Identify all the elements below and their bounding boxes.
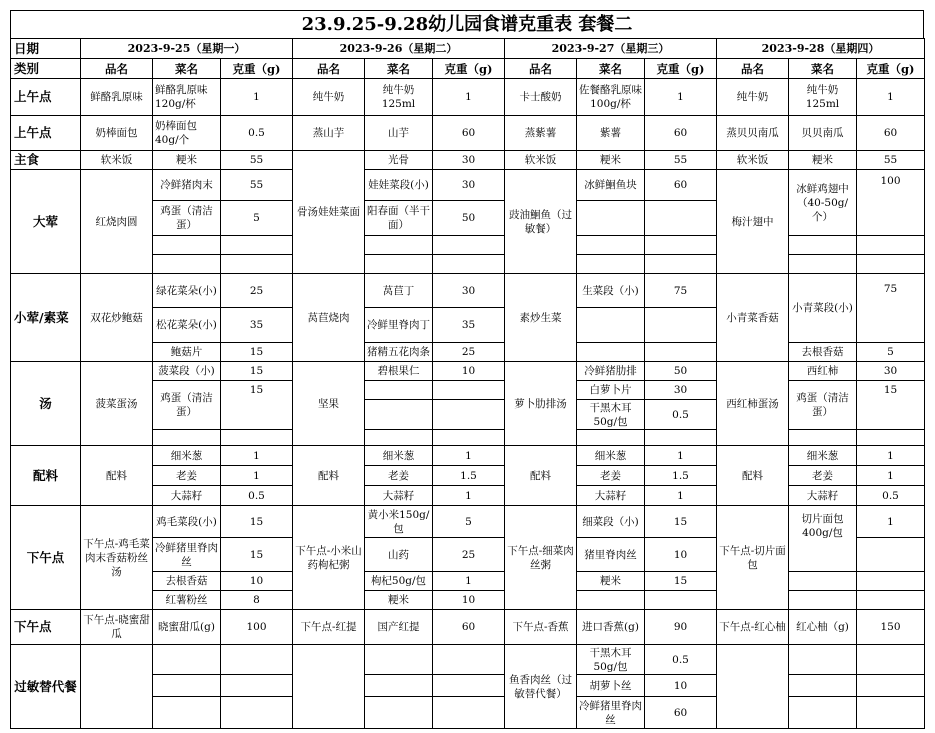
weight-value: 15 xyxy=(221,362,293,381)
weight-value: 50 xyxy=(645,362,717,381)
col-dish-name: 菜名 xyxy=(577,59,645,79)
category-cell: 上午点 xyxy=(11,116,81,151)
dish-name: 生菜段（小) xyxy=(577,274,645,308)
col-dish-name: 菜名 xyxy=(365,59,433,79)
item-name: 配料 xyxy=(81,446,153,506)
table-row xyxy=(11,506,925,538)
dish-name: 冰鲜鸡翅中（40-50g/个） xyxy=(789,170,857,236)
dish-name: 去根香菇 xyxy=(789,343,857,362)
weight-value: 15 xyxy=(221,343,293,362)
weight-value: 55 xyxy=(221,151,293,170)
category-cell: 过敏替代餐 xyxy=(11,645,81,729)
dish-name: 纯牛奶125ml xyxy=(789,79,857,116)
weight-value: 25 xyxy=(433,538,505,572)
dish-name: 冰鲜鮰鱼块 xyxy=(577,170,645,201)
dish-name: 白萝卜片 xyxy=(577,381,645,400)
weight-value: 5 xyxy=(857,343,925,362)
weight-value: 60 xyxy=(433,610,505,645)
weight-value: 15 xyxy=(221,538,293,572)
dish-name: 冷鲜猪里脊肉丝 xyxy=(153,538,221,572)
dish-name: 老姜 xyxy=(365,466,433,486)
item-name: 梅汁翅中 xyxy=(717,170,789,274)
page-title: 23.9.25-9.28幼儿园食谱克重表 套餐二 xyxy=(10,10,924,38)
col-weight: 克重（g) xyxy=(433,59,505,79)
dish-name: 黄小米150g/包 xyxy=(365,506,433,538)
item-name: 软米饭 xyxy=(717,151,789,170)
category-cell: 下午点 xyxy=(11,610,81,645)
date-row xyxy=(11,39,925,59)
col-item-name: 品名 xyxy=(293,59,365,79)
weight-value: 1 xyxy=(645,486,717,506)
col-item-name: 品名 xyxy=(717,59,789,79)
weight-value: 25 xyxy=(433,343,505,362)
dish-name: 猪精五花肉条 xyxy=(365,343,433,362)
weight-value: 60 xyxy=(857,116,925,151)
dish-name: 老姜 xyxy=(153,466,221,486)
weight-value: 0.5 xyxy=(645,645,717,675)
category-cell: 主食 xyxy=(11,151,81,170)
col-weight: 克重（g) xyxy=(857,59,925,79)
category-cell: 大荤 xyxy=(11,170,81,274)
dish-name: 细米葱 xyxy=(577,446,645,466)
weight-value: 1 xyxy=(857,79,925,116)
dish-name: 莴苣丁 xyxy=(365,274,433,308)
weight-value: 55 xyxy=(857,151,925,170)
dish-name: 切片面包400g/包 xyxy=(789,506,857,572)
weight-value: 5 xyxy=(221,201,293,236)
item-name: 下午点-切片面包 xyxy=(717,506,789,610)
weight-value: 10 xyxy=(433,591,505,610)
item-name: 下午点-小米山药枸杞粥 xyxy=(293,506,365,610)
item-name: 菠菜蛋汤 xyxy=(81,362,153,446)
dish-name: 贝贝南瓜 xyxy=(789,116,857,151)
dish-name: 碧根果仁 xyxy=(365,362,433,381)
weight-value: 55 xyxy=(221,170,293,201)
col-item-name: 品名 xyxy=(81,59,153,79)
weight-value: 0.5 xyxy=(221,116,293,151)
weight-value: 1 xyxy=(221,466,293,486)
item-name: 卡士酸奶 xyxy=(505,79,577,116)
weight-value: 1 xyxy=(857,506,925,538)
weight-value: 30 xyxy=(433,151,505,170)
dish-name: 细米葱 xyxy=(789,446,857,466)
dish-name: 粳米 xyxy=(577,151,645,170)
weight-value xyxy=(645,201,717,236)
item-name: 鲜酪乳原味 xyxy=(81,79,153,116)
col-dish-name: 菜名 xyxy=(153,59,221,79)
category-label: 类别 xyxy=(11,59,81,79)
weight-value: 1 xyxy=(221,446,293,466)
dish-name: 鲍菇片 xyxy=(153,343,221,362)
item-name: 小青菜香菇 xyxy=(717,274,789,362)
weight-value: 75 xyxy=(645,274,717,308)
dish-name: 鸡蛋（清洁蛋） xyxy=(789,381,857,430)
dish-name: 国产红提 xyxy=(365,610,433,645)
dish-name: 大蒜籽 xyxy=(153,486,221,506)
dish-name: 大蒜籽 xyxy=(577,486,645,506)
weight-value: 100 xyxy=(221,610,293,645)
dish-name: 细米葱 xyxy=(365,446,433,466)
weight-value: 30 xyxy=(433,274,505,308)
table-row xyxy=(11,610,925,645)
col-item-name: 品名 xyxy=(505,59,577,79)
item-name: 蒸贝贝南瓜 xyxy=(717,116,789,151)
dish-name: 粳米 xyxy=(365,591,433,610)
weight-value: 55 xyxy=(645,151,717,170)
category-cell: 配料 xyxy=(11,446,81,506)
weight-value: 35 xyxy=(433,308,505,343)
dish-name: 冷鲜猪肉末 xyxy=(153,170,221,201)
weight-value: 10 xyxy=(645,675,717,697)
weight-value: 30 xyxy=(645,381,717,400)
weight-value: 1 xyxy=(433,486,505,506)
dish-name: 冷鲜猪肋排 xyxy=(577,362,645,381)
item-name: 双花炒鲍菇 xyxy=(81,274,153,362)
dish-name: 胡萝卜丝 xyxy=(577,675,645,697)
col-weight: 克重（g) xyxy=(645,59,717,79)
dish-name: 娃娃菜段(小) xyxy=(365,170,433,201)
item-name: 骨汤娃娃菜面 xyxy=(293,151,365,274)
weight-value: 100 xyxy=(857,170,925,236)
item-name: 蒸山芋 xyxy=(293,116,365,151)
table-row xyxy=(11,170,925,201)
dish-name: 菠菜段（小) xyxy=(153,362,221,381)
weight-value: 8 xyxy=(221,591,293,610)
item-name: 奶棒面包 xyxy=(81,116,153,151)
weight-value: 60 xyxy=(433,116,505,151)
weight-value: 1 xyxy=(221,79,293,116)
item-name: 纯牛奶 xyxy=(293,79,365,116)
dish-name: 干黑木耳50g/包 xyxy=(577,645,645,675)
weight-value: 10 xyxy=(433,362,505,381)
col-weight: 克重（g) xyxy=(221,59,293,79)
item-name: 下午点-红提 xyxy=(293,610,365,645)
dish-name: 进口香蕉(g) xyxy=(577,610,645,645)
weight-value: 0.5 xyxy=(645,400,717,430)
date-label: 日期 xyxy=(11,39,81,59)
weight-value: 1 xyxy=(645,446,717,466)
dish-name: 鸡毛菜段(小) xyxy=(153,506,221,538)
dish-name: 紫薯 xyxy=(577,116,645,151)
item-name: 下午点-细菜肉丝粥 xyxy=(505,506,577,610)
item-name: 素炒生菜 xyxy=(505,274,577,362)
item-name: 鱼香肉丝（过敏替代餐） xyxy=(505,645,577,729)
dish-name: 粳米 xyxy=(789,151,857,170)
menu-table xyxy=(10,38,925,729)
table-row xyxy=(11,151,925,170)
dish-name: 细菜段（小) xyxy=(577,506,645,538)
dish-name: 小青菜段(小) xyxy=(789,274,857,343)
category-cell: 下午点 xyxy=(11,506,81,610)
item-name: 莴苣烧肉 xyxy=(293,274,365,362)
dish-name: 光骨 xyxy=(365,151,433,170)
dish-name: 粳米 xyxy=(577,572,645,591)
day-header-mon: 2023-9-25（星期一） xyxy=(81,39,293,59)
weight-value: 90 xyxy=(645,610,717,645)
item-name: 红烧肉圆 xyxy=(81,170,153,274)
table-row xyxy=(11,645,925,675)
weight-value: 0.5 xyxy=(221,486,293,506)
dish-name: 松花菜朵(小) xyxy=(153,308,221,343)
dish-name: 阳春面（半干面） xyxy=(365,201,433,236)
column-header-row xyxy=(11,59,925,79)
item-name: 配料 xyxy=(505,446,577,506)
day-header-thu: 2023-9-28（星期四） xyxy=(717,39,925,59)
dish-name: 猪里脊肉丝 xyxy=(577,538,645,572)
weight-value: 10 xyxy=(221,572,293,591)
weight-value: 1.5 xyxy=(433,466,505,486)
weight-value: 1 xyxy=(433,79,505,116)
item-name: 软米饭 xyxy=(505,151,577,170)
dish-name: 红薯粉丝 xyxy=(153,591,221,610)
weight-value: 1.5 xyxy=(645,466,717,486)
weight-value: 5 xyxy=(433,506,505,538)
weight-value: 60 xyxy=(645,697,717,729)
weight-value: 60 xyxy=(645,116,717,151)
weight-value: 1 xyxy=(433,446,505,466)
weight-value: 15 xyxy=(645,572,717,591)
weight-value: 1 xyxy=(645,79,717,116)
dish-name: 纯牛奶125ml xyxy=(365,79,433,116)
weight-value: 15 xyxy=(645,506,717,538)
item-name: 坚果 xyxy=(293,362,365,446)
table-row xyxy=(11,362,925,381)
table-row xyxy=(11,274,925,308)
weight-value: 15 xyxy=(857,381,925,430)
item-name: 纯牛奶 xyxy=(717,79,789,116)
dish-name: 老姜 xyxy=(577,466,645,486)
dish-name: 细米葱 xyxy=(153,446,221,466)
dish-name: 冷鲜猪里脊肉丝 xyxy=(577,697,645,729)
dish-name: 老姜 xyxy=(789,466,857,486)
dish-name: 大蒜籽 xyxy=(365,486,433,506)
weight-value: 30 xyxy=(433,170,505,201)
item-name: 蒸紫薯 xyxy=(505,116,577,151)
weight-value: 15 xyxy=(221,506,293,538)
item-name: 下午点-鸡毛菜肉末香菇粉丝汤 xyxy=(81,506,153,610)
item-name: 下午点-晓蜜甜瓜 xyxy=(81,610,153,645)
item-name: 下午点-红心柚 xyxy=(717,610,789,645)
dish-name: 冷鲜里脊肉丁 xyxy=(365,308,433,343)
table-row xyxy=(11,79,925,116)
dish-name: 山芋 xyxy=(365,116,433,151)
category-cell: 汤 xyxy=(11,362,81,446)
dish-name: 山药 xyxy=(365,538,433,572)
weight-value: 60 xyxy=(645,170,717,201)
table-row xyxy=(11,116,925,151)
weight-value: 10 xyxy=(645,538,717,572)
weight-value: 30 xyxy=(857,362,925,381)
dish-name: 鸡蛋（清洁蛋） xyxy=(153,381,221,430)
item-name: 配料 xyxy=(717,446,789,506)
dish-name: 大蒜籽 xyxy=(789,486,857,506)
category-cell: 小荤/素菜 xyxy=(11,274,81,362)
weight-value: 1 xyxy=(857,466,925,486)
weight-value: 25 xyxy=(221,274,293,308)
dish-name: 枸杞50g/包 xyxy=(365,572,433,591)
weight-value: 35 xyxy=(221,308,293,343)
dish-name: 去根香菇 xyxy=(153,572,221,591)
dish-name xyxy=(577,201,645,236)
dish-name: 红心柚（g) xyxy=(789,610,857,645)
dish-name: 晓蜜甜瓜(g) xyxy=(153,610,221,645)
item-name: 萝卜肋排汤 xyxy=(505,362,577,446)
dish-name: 粳米 xyxy=(153,151,221,170)
item-name: 豉油鮰鱼（过敏餐） xyxy=(505,170,577,274)
category-cell: 上午点 xyxy=(11,79,81,116)
dish-name: 佐餐酪乳原味100g/杯 xyxy=(577,79,645,116)
weight-value: 150 xyxy=(857,610,925,645)
weight-value: 1 xyxy=(857,446,925,466)
table-row xyxy=(11,446,925,466)
item-name: 西红柿蛋汤 xyxy=(717,362,789,446)
dish-name: 奶棒面包40g/个 xyxy=(153,116,221,151)
dish-name: 鲜酪乳原味120g/杯 xyxy=(153,79,221,116)
item-name: 配料 xyxy=(293,446,365,506)
weight-value: 50 xyxy=(433,201,505,236)
dish-name: 鸡蛋（清洁蛋） xyxy=(153,201,221,236)
weight-value: 0.5 xyxy=(857,486,925,506)
weight-value: 75 xyxy=(857,274,925,343)
weight-value: 1 xyxy=(433,572,505,591)
item-name: 下午点-香蕉 xyxy=(505,610,577,645)
dish-name: 绿花菜朵(小) xyxy=(153,274,221,308)
dish-name: 西红柿 xyxy=(789,362,857,381)
day-header-tue: 2023-9-26（星期二） xyxy=(293,39,505,59)
dish-name: 干黑木耳50g/包 xyxy=(577,400,645,430)
col-dish-name: 菜名 xyxy=(789,59,857,79)
weight-value: 15 xyxy=(221,381,293,430)
item-name: 软米饭 xyxy=(81,151,153,170)
day-header-wed: 2023-9-27（星期三） xyxy=(505,39,717,59)
